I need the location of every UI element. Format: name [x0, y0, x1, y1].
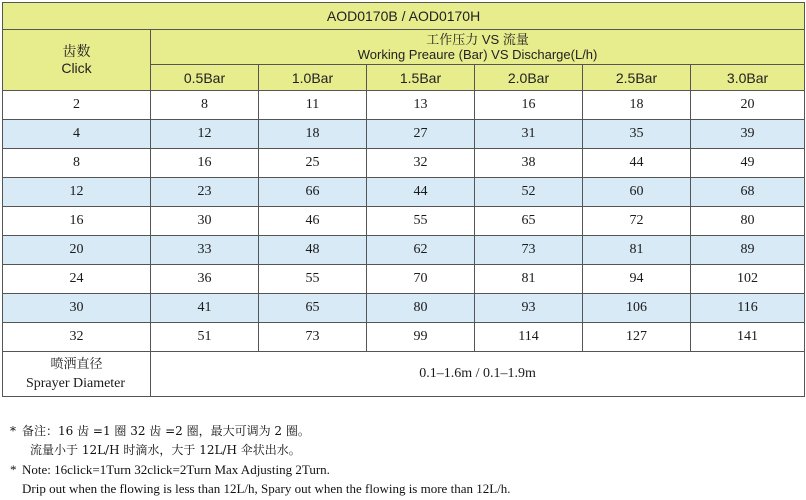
discharge-cell: 35 [583, 120, 691, 149]
discharge-cell: 16 [151, 149, 259, 178]
discharge-cell: 106 [583, 294, 691, 323]
discharge-cell: 80 [691, 207, 805, 236]
pressure-header-en: Working Preaure (Bar) VS Discharge(L/h) [357, 47, 598, 62]
discharge-cell: 8 [151, 91, 259, 120]
discharge-cell: 41 [151, 294, 259, 323]
discharge-cell: 32 [367, 149, 475, 178]
discharge-cell: 49 [691, 149, 805, 178]
note-cn-line1: 备注：16 齿 =1 圈 32 齿 =2 圈，最大可调为 2 圈。 [22, 424, 310, 438]
discharge-table [2, 2, 805, 397]
notes [10, 422, 802, 498]
column-header: 1.0Bar [259, 65, 367, 91]
table-row [3, 91, 805, 120]
table-row [3, 178, 805, 207]
click-cell: 24 [3, 265, 151, 294]
discharge-cell: 80 [367, 294, 475, 323]
table-row [3, 294, 805, 323]
discharge-cell: 65 [259, 294, 367, 323]
column-header: 2.0Bar [475, 65, 583, 91]
note-en-line1: Note: 16click=1Turn 32click=2Turn Max Adjusting 2Turn. [22, 462, 330, 477]
discharge-cell: 68 [691, 178, 805, 207]
discharge-cell: 16 [475, 91, 583, 120]
discharge-cell: 93 [475, 294, 583, 323]
click-cell: 4 [3, 120, 151, 149]
discharge-cell: 114 [475, 323, 583, 352]
note-en-2: Drip out when the flowing is less than 12L/h, Spary out when the flowing is more than 12L/h. [22, 481, 511, 496]
column-header: 2.5Bar [583, 65, 691, 91]
pressure-header-cn: 工作压力 VS 流量 [426, 32, 529, 47]
discharge-cell: 55 [259, 265, 367, 294]
click-header-cn: 齿数 [62, 43, 91, 59]
table-row [3, 120, 805, 149]
discharge-cell: 72 [583, 207, 691, 236]
discharge-cell: 65 [475, 207, 583, 236]
note-cn-1: * 备注：16 齿 =1 圈 32 齿 =2 圈，最大可调为 2 圈。 [10, 424, 310, 438]
diameter-value: 0.1–1.6m / 0.1–1.9m [151, 352, 805, 397]
discharge-cell: 48 [259, 236, 367, 265]
discharge-cell: 116 [691, 294, 805, 323]
discharge-cell: 25 [259, 149, 367, 178]
discharge-cell: 55 [367, 207, 475, 236]
diameter-label-cn: 喷洒直径 [50, 357, 103, 372]
table-row [3, 236, 805, 265]
discharge-cell: 18 [259, 120, 367, 149]
discharge-cell: 81 [475, 265, 583, 294]
discharge-cell: 99 [367, 323, 475, 352]
pressure-header [151, 30, 805, 65]
discharge-cell: 33 [151, 236, 259, 265]
discharge-cell: 52 [475, 178, 583, 207]
column-header: 1.5Bar [367, 65, 475, 91]
diameter-row [3, 352, 805, 397]
click-cell: 16 [3, 207, 151, 236]
discharge-cell: 11 [259, 91, 367, 120]
discharge-cell: 13 [367, 91, 475, 120]
table-row [3, 149, 805, 178]
click-header [3, 30, 151, 91]
discharge-cell: 44 [583, 149, 691, 178]
column-header: 3.0Bar [691, 65, 805, 91]
discharge-cell: 94 [583, 265, 691, 294]
discharge-cell: 62 [367, 236, 475, 265]
discharge-cell: 66 [259, 178, 367, 207]
discharge-cell: 38 [475, 149, 583, 178]
diameter-label [3, 352, 151, 397]
table-row [3, 207, 805, 236]
discharge-cell: 39 [691, 120, 805, 149]
click-cell: 20 [3, 236, 151, 265]
discharge-cell: 27 [367, 120, 475, 149]
click-cell: 12 [3, 178, 151, 207]
discharge-cell: 46 [259, 207, 367, 236]
discharge-cell: 73 [475, 236, 583, 265]
column-header: 0.5Bar [151, 65, 259, 91]
discharge-cell: 102 [691, 265, 805, 294]
table-row [3, 265, 805, 294]
discharge-cell: 70 [367, 265, 475, 294]
discharge-cell: 81 [583, 236, 691, 265]
model-title: AOD0170B / AOD0170H [3, 3, 805, 30]
click-cell: 8 [3, 149, 151, 178]
discharge-cell: 127 [583, 323, 691, 352]
table-row [3, 323, 805, 352]
discharge-cell: 51 [151, 323, 259, 352]
discharge-cell: 141 [691, 323, 805, 352]
click-cell: 2 [3, 91, 151, 120]
click-header-en: Click [61, 60, 92, 76]
discharge-cell: 18 [583, 91, 691, 120]
discharge-cell: 89 [691, 236, 805, 265]
discharge-cell: 73 [259, 323, 367, 352]
discharge-cell: 36 [151, 265, 259, 294]
diameter-label-en: Sprayer Diameter [25, 376, 126, 391]
discharge-cell: 23 [151, 178, 259, 207]
discharge-cell: 44 [367, 178, 475, 207]
discharge-cell: 20 [691, 91, 805, 120]
discharge-cell: 31 [475, 120, 583, 149]
discharge-cell: 30 [151, 207, 259, 236]
note-en-1: * Note: 16click=1Turn 32click=2Turn Max Adjusting 2Turn. [10, 462, 330, 477]
discharge-cell: 12 [151, 120, 259, 149]
note-cn-2: 流量小于 12L/H 时滴水，大于 12L/H 伞状出水。 [30, 443, 301, 457]
discharge-cell: 60 [583, 178, 691, 207]
click-cell: 30 [3, 294, 151, 323]
click-cell: 32 [3, 323, 151, 352]
